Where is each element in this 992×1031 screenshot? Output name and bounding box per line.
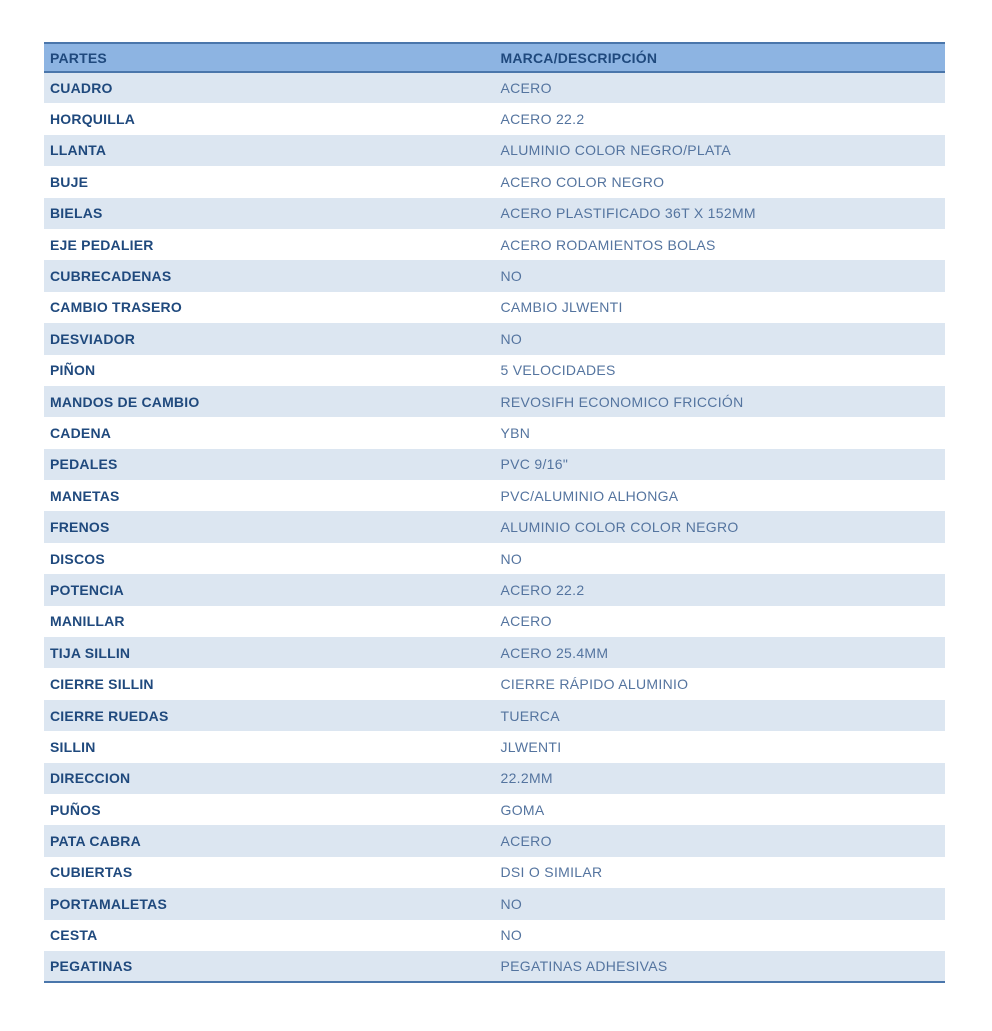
table-row: [44, 417, 945, 448]
part-name-cell: CIERRE RUEDAS: [50, 707, 169, 724]
table-row: [44, 386, 945, 417]
part-name-cell: CADENA: [50, 424, 112, 441]
column-header-marca-descripcion: MARCA/DESCRIPCIÓN: [495, 43, 946, 72]
part-name-cell: FRENOS: [50, 519, 110, 536]
part-description-cell: NO: [500, 550, 523, 567]
part-description-cell: 5 VELOCIDADES: [500, 362, 616, 379]
part-name-cell: MANDOS DE CAMBIO: [50, 393, 200, 410]
table-row: [44, 480, 945, 511]
table-row: [44, 511, 945, 542]
part-name-cell: MANILLAR: [50, 613, 125, 630]
part-name-cell: POTENCIA: [50, 581, 124, 598]
part-description-cell: NO: [500, 330, 523, 347]
table-row: [44, 543, 945, 574]
part-description-cell: PVC 9/16": [500, 456, 569, 473]
table-row: [44, 606, 945, 637]
part-name-cell: TIJA SILLIN: [50, 644, 131, 661]
part-name-cell: DIRECCION: [50, 770, 131, 787]
part-description-cell: ACERO 22.2: [500, 581, 585, 598]
table-row: [44, 700, 945, 731]
table-row: [44, 731, 945, 762]
part-description-cell: REVOSIFH ECONOMICO FRICCIÓN: [500, 393, 744, 410]
table-row: [44, 637, 945, 668]
part-name-cell: CUADRO: [50, 80, 113, 97]
table-row: [44, 260, 945, 291]
part-description-cell: NO: [500, 927, 523, 944]
table-row: [44, 794, 945, 825]
part-description-cell: NO: [500, 268, 523, 285]
table-row: [44, 198, 945, 229]
part-name-cell: CIERRE SILLIN: [50, 676, 154, 693]
part-name-cell: LLANTA: [50, 142, 107, 159]
part-description-cell: ACERO: [500, 80, 552, 97]
part-name-cell: CUBRECADENAS: [50, 268, 172, 285]
part-description-cell: ALUMINIO COLOR NEGRO/PLATA: [500, 142, 732, 159]
table-row: [44, 135, 945, 166]
part-name-cell: PUÑOS: [50, 801, 101, 818]
table-row: [44, 668, 945, 699]
part-name-cell: PATA CABRA: [50, 833, 141, 850]
part-description-cell: ACERO: [500, 833, 552, 850]
header-row: [44, 43, 945, 72]
part-name-cell: BIELAS: [50, 205, 103, 222]
table-body: [44, 72, 945, 982]
part-name-cell: EJE PEDALIER: [50, 236, 154, 253]
column-header-partes: PARTES: [44, 43, 495, 72]
table-row: [44, 292, 945, 323]
part-name-cell: PEGATINAS: [44, 951, 495, 982]
table-row: [44, 449, 945, 480]
table-row: [44, 920, 945, 951]
part-description-cell: JLWENTI: [500, 738, 562, 755]
part-description-cell: ACERO 22.2: [500, 111, 585, 128]
part-name-cell: PORTAMALETAS: [50, 895, 167, 912]
part-description-cell: CAMBIO JLWENTI: [500, 299, 623, 316]
part-description-cell: ACERO: [500, 613, 552, 630]
part-description-cell: ACERO RODAMIENTOS BOLAS: [500, 236, 716, 253]
part-name-cell: DISCOS: [50, 550, 105, 567]
parts-spec-table: [44, 42, 945, 983]
table-row: [44, 763, 945, 794]
part-description-cell: ACERO PLASTIFICADO 36T X 152MM: [500, 205, 756, 222]
part-description-cell: GOMA: [500, 801, 545, 818]
part-description-cell: CIERRE RÁPIDO ALUMINIO: [500, 676, 689, 693]
table-header: [44, 43, 945, 72]
table-row: [44, 574, 945, 605]
part-name-cell: CUBIERTAS: [50, 864, 133, 881]
part-description-cell: ALUMINIO COLOR COLOR NEGRO: [500, 519, 739, 536]
table-row: [44, 323, 945, 354]
part-description-cell: PEGATINAS ADHESIVAS: [495, 951, 946, 982]
table-row: [44, 951, 945, 982]
table-row: [44, 888, 945, 919]
part-name-cell: MANETAS: [50, 487, 120, 504]
table-row: [44, 857, 945, 888]
part-name-cell: HORQUILLA: [50, 111, 136, 128]
table-row: [44, 103, 945, 134]
table-row: [44, 166, 945, 197]
part-description-cell: DSI O SIMILAR: [500, 864, 603, 881]
part-description-cell: NO: [500, 895, 523, 912]
part-description-cell: YBN: [500, 424, 531, 441]
part-name-cell: PEDALES: [50, 456, 118, 473]
table-row: [44, 72, 945, 103]
part-name-cell: BUJE: [50, 173, 89, 190]
part-name-cell: SILLIN: [50, 738, 96, 755]
part-name-cell: PIÑON: [50, 362, 96, 379]
table-row: [44, 355, 945, 386]
table-row: [44, 825, 945, 856]
part-description-cell: PVC/ALUMINIO ALHONGA: [500, 487, 679, 504]
part-description-cell: 22.2MM: [500, 770, 553, 787]
part-name-cell: CESTA: [50, 927, 98, 944]
table-row: [44, 229, 945, 260]
part-name-cell: DESVIADOR: [50, 330, 136, 347]
part-name-cell: CAMBIO TRASERO: [50, 299, 182, 316]
part-description-cell: ACERO COLOR NEGRO: [500, 173, 665, 190]
part-description-cell: TUERCA: [500, 707, 560, 724]
part-description-cell: ACERO 25.4MM: [500, 644, 609, 661]
